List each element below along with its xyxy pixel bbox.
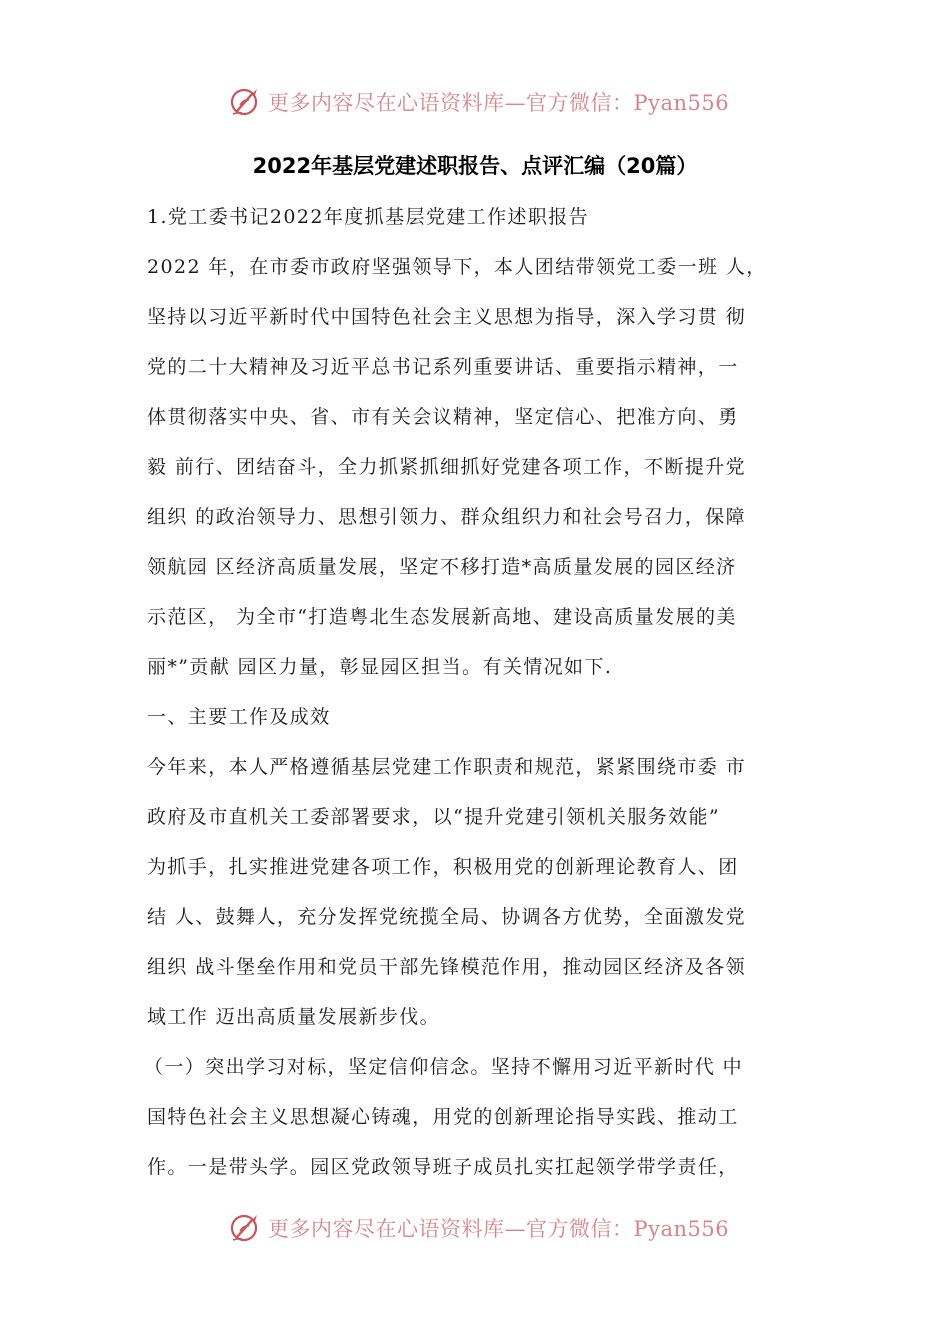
text-line: 2022 年，在市委市政府坚强领导下，本人团结带领党工委一班 人， bbox=[147, 256, 767, 278]
subsection-line: （一）突出学习对标，坚定信仰信念。坚持不懈用习近平新时代 中 bbox=[144, 1056, 744, 1078]
text-line: 坚持以习近平新时代中国特色社会主义思想为指导，深入学习贯 彻 bbox=[147, 306, 747, 328]
text-line: 组织 战斗堡垒作用和党员干部先锋模范作用，推动园区经济及各领 bbox=[147, 956, 747, 978]
text-line: 组织 的政治领导力、思想引领力、群众组织力和社会号召力，保障 bbox=[147, 506, 747, 528]
text-line: 今年来，本人严格遵循基层党建工作职责和规范，紧紧围绕市委 市 bbox=[147, 756, 747, 778]
header-watermark bbox=[228, 82, 748, 122]
text-line: 丽*”贡献 园区力量，彰显园区担当。有关情况如下. bbox=[147, 656, 613, 678]
pen-logo-icon bbox=[228, 85, 262, 119]
text-line: 为抓手，扎实推进党建各项工作，积极用党的创新理论教育人、团 bbox=[147, 856, 739, 878]
text-line: 党的二十大精神及习近平总书记系列重要讲话、重要指示精神，一 bbox=[147, 356, 739, 378]
text-line: 体贯彻落实中央、省、市有关会议精神，坚定信心、把准方向、勇 bbox=[147, 406, 739, 428]
pen-logo-icon bbox=[228, 1211, 262, 1245]
section-heading: 一、主要工作及成效 bbox=[147, 706, 331, 728]
document-title: 2022年基层党建述职报告、点评汇编（20篇） bbox=[252, 154, 698, 178]
watermark-text: 更多内容尽在心语资料库—官方微信：Pyan556 bbox=[268, 1217, 730, 1241]
text-line: 国特色社会主义思想凝心铸魂，用党的创新理论指导实践、推动工 bbox=[147, 1106, 739, 1128]
text-line: 政府及市直机关工委部署要求，以“提升党建引领机关服务效能” bbox=[147, 806, 721, 828]
text-line: 领航园 区经济高质量发展，坚定不移打造*高质量发展的园区经济 bbox=[147, 556, 737, 578]
text-line: 示范区， 为全市“打造粤北生态发展新高地、建设高质量发展的美 bbox=[147, 606, 737, 628]
text-line: 域工作 迈出高质量发展新步伐。 bbox=[147, 1006, 441, 1028]
text-line: 作。一是带头学。园区党政领导班子成员扎实扛起领学带学责任， bbox=[147, 1156, 739, 1178]
text-line: 结 人、鼓舞人，充分发挥党统揽全局、协调各方优势，全面激发党 bbox=[147, 906, 747, 928]
text-line: 毅 前行、团结奋斗，全力抓紧抓细抓好党建各项工作，不断提升党 bbox=[147, 456, 747, 478]
footer-watermark bbox=[228, 1208, 748, 1248]
watermark-text: 更多内容尽在心语资料库—官方微信：Pyan556 bbox=[268, 91, 730, 115]
text-line: 1.党工委书记2022年度抓基层党建工作述职报告 bbox=[147, 206, 590, 228]
